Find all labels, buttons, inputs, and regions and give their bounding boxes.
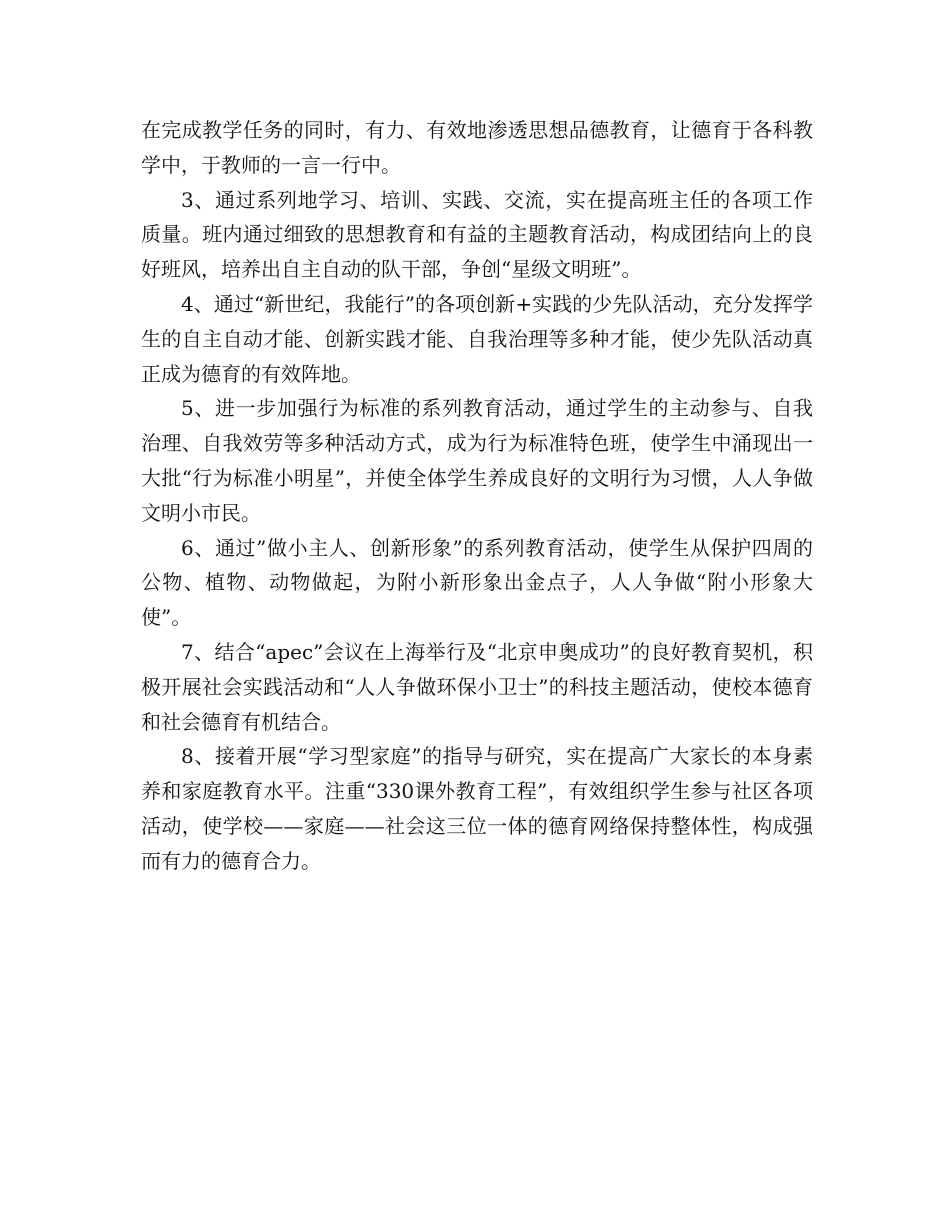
paragraph-continuation: 在完成教学任务的同时，有力、有效地渗透思想品德教育，让德育于各科教学中，于教师的一言一行中。	[141, 118, 813, 177]
document-body	[141, 113, 813, 879]
paragraph-item-8: 8、接着开展“学习型家庭”的指导与研究，实在提高广大家长的本身素养和家庭教育水平。注重“330课外教育工程”，有效组织学生参与社区各项活动，使学校——家庭——社会这三位一体的德育网络保持整体性，构成强而有力的德育合力。	[141, 744, 813, 873]
paragraph-item-6: 6、通过”做小主人、创新形象”的系列教育活动，使学生从保护四周的公物、植物、动物做起，为附小新形象出金点子，人人争做“附小形象大使”。	[141, 535, 813, 630]
paragraph-item-7: 7、结合“apec”会议在上海举行及“北京申奥成功”的良好教育契机，积极开展社会实践活动和“人人争做环保小卫士”的科技主题活动，使校本德育和社会德育有机结合。	[141, 639, 813, 734]
paragraph-item-4: 4、通过“新世纪，我能行”的各项创新+实践的少先队活动，充分发挥学生的自主自动才能、创新实践才能、自我治理等多种才能，使少先队活动真正成为德育的有效阵地。	[141, 291, 813, 386]
paragraph-item-3: 3、通过系列地学习、培训、实践、交流，实在提高班主任的各项工作质量。班内通过细致的思想教育和有益的主题教育活动，构成团结向上的良好班风，培养出自主自动的队干部，争创“星级文明班”。	[141, 187, 813, 282]
paragraph-item-5: 5、进一步加强行为标准的系列教育活动，通过学生的主动参与、自我治理、自我效劳等多种活动方式，成为行为标准特色班，使学生中涌现出一大批“行为标准小明星”，并使全体学生养成良好的文明行为习惯，人人争做文明小市民。	[141, 396, 813, 525]
